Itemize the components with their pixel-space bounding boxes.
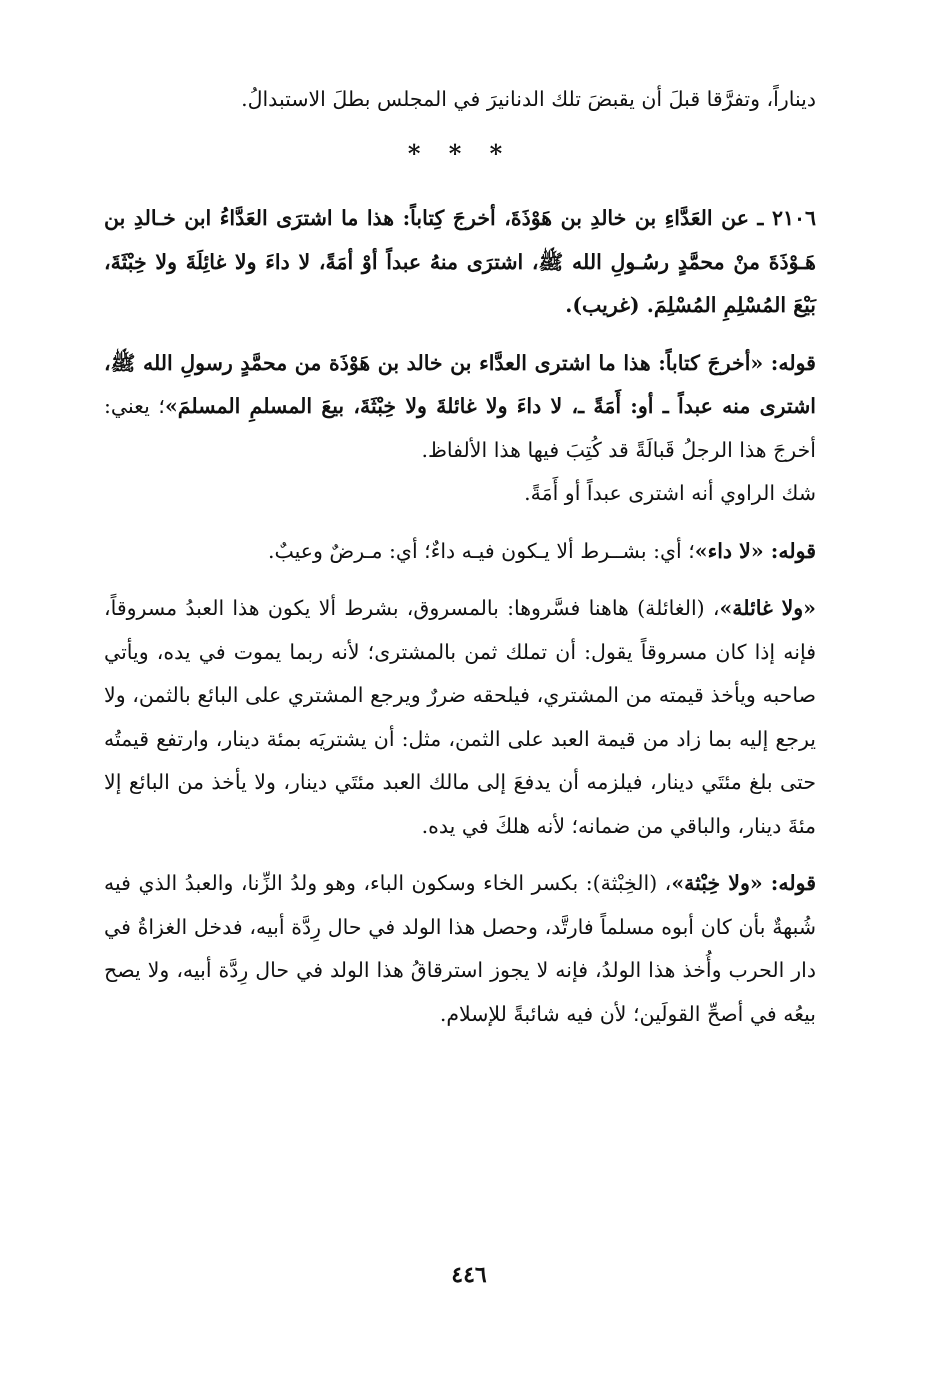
section-separator: * * * bbox=[407, 138, 513, 168]
hadith-bold: ٢١٠٦ ـ عن العَدَّاءِ بن خالدِ بن هَوْذَةَ، أخرجَ كِتاباً: هذا ما اشترَى العَدَّاءُ ابن خـالدِ بن هَـوْذَةَ منْ محمَّدٍ رسُـولِ الله ﷺ، اشترَى منهُ عبداً أوْ أمَةً، لا داءَ ولا غائِلَةَ ولا خِبْثَةَ، بَيْعَ المُسْلِمِ المُسْلِمَ. (غريب). bbox=[104, 206, 816, 317]
page-body bbox=[104, 78, 816, 1036]
paragraph-gap bbox=[104, 573, 816, 587]
quote-bold-4: قوله: «ولا خِبْثة» bbox=[671, 871, 816, 895]
quote-bold-2: قوله: «لا داء» bbox=[694, 538, 816, 563]
paragraph-gap bbox=[104, 328, 816, 342]
quote-bold-3: «ولا غائلة» bbox=[719, 596, 816, 620]
commentary-text-4: ، (الخِبْثة): بكسر الخاء وسكون الباء، وهو ولدُ الزِّنا، والعبدُ الذي فيه شُبهةٌ بأن كان أبوه مسلماً فارتَّد، وحصل هذا الولد في حال رِدَّة أبيه، فدخل الغزاةُ في دار الحرب وأُخذ هذا الولدُ، فإنه لا يجوز استرقاقُ هذا الولد في حال رِدَّة أبيه، ولا يصح بيعُه في أصحِّ القولَين؛ لأن فيه شائبةً للإسلام. bbox=[104, 871, 816, 1026]
commentary-paragraph-1b: شك الراوي أنه اشترى عبداً أو أَمَةً. bbox=[524, 481, 816, 505]
commentary-text-2: ؛ أي: بشــرط ألا يـكون فيـه داءٌ؛ أي: مـرضٌ وعيبٌ. bbox=[267, 538, 695, 563]
top-line: ديناراً، وتفرَّقا قبلَ أن يقبضَ تلك الدنانيرَ في المجلس بطلَ الاستبدالُ. bbox=[241, 87, 816, 111]
commentary-paragraph-1 bbox=[104, 342, 816, 473]
page-number: ٤٤٦ bbox=[451, 1262, 487, 1288]
commentary-paragraph-3 bbox=[104, 587, 816, 848]
quote-bold-1: قوله: «أخرجَ كتاباً: هذا ما اشترى العدَّاء بن خالد بن هَوْذَة من محمَّدٍ رسولِ الله ﷺ، اشترى منه عبداً ـ أو: أَمَةً ـ، لا داءَ ولا غائلةَ ولا خِبْثَةَ، بيعَ المسلمِ المسلمَ» bbox=[104, 350, 816, 418]
paragraph-gap bbox=[104, 516, 816, 530]
paragraph-gap bbox=[104, 848, 816, 862]
hadith-text bbox=[104, 197, 816, 328]
commentary-text-3: ، (الغائلة) هاهنا فسَّروها: بالمسروق، بشرط ألا يكون هذا العبدُ مسروقاً، فإنه إذا كان مسروقاً يقول: أن تملك ثمن بالمشترى؛ لأنه ربما يموت في يده، ويأتي صاحبه ويأخذ قيمته من المشتري، فيلحقه ضررٌ ويرجع المشتري على البائع بالثمن، ولا يرجع إليه بما زاد من قيمة العبد على الثمن، مثل: أن يشتريَه بمئة دينار، وارتفع قيمتُه حتى بلغ مئتَي دينار، فيلزمه أن يدفعَ إلى مالك العبد مئتَي دينار، ولا يأخذ من البائع إلا مئةَ دينار، والباقي من ضمانه؛ لأنه هلكَ في يده. bbox=[104, 596, 816, 838]
commentary-paragraph-4 bbox=[104, 862, 816, 1036]
commentary-paragraph-2 bbox=[104, 530, 816, 574]
commentary-text-1: ؛ يعني: أخرجَ هذا الرجلُ قَبالَةً قد كُتِبَ فيها هذا الألفاظ. bbox=[104, 394, 816, 462]
